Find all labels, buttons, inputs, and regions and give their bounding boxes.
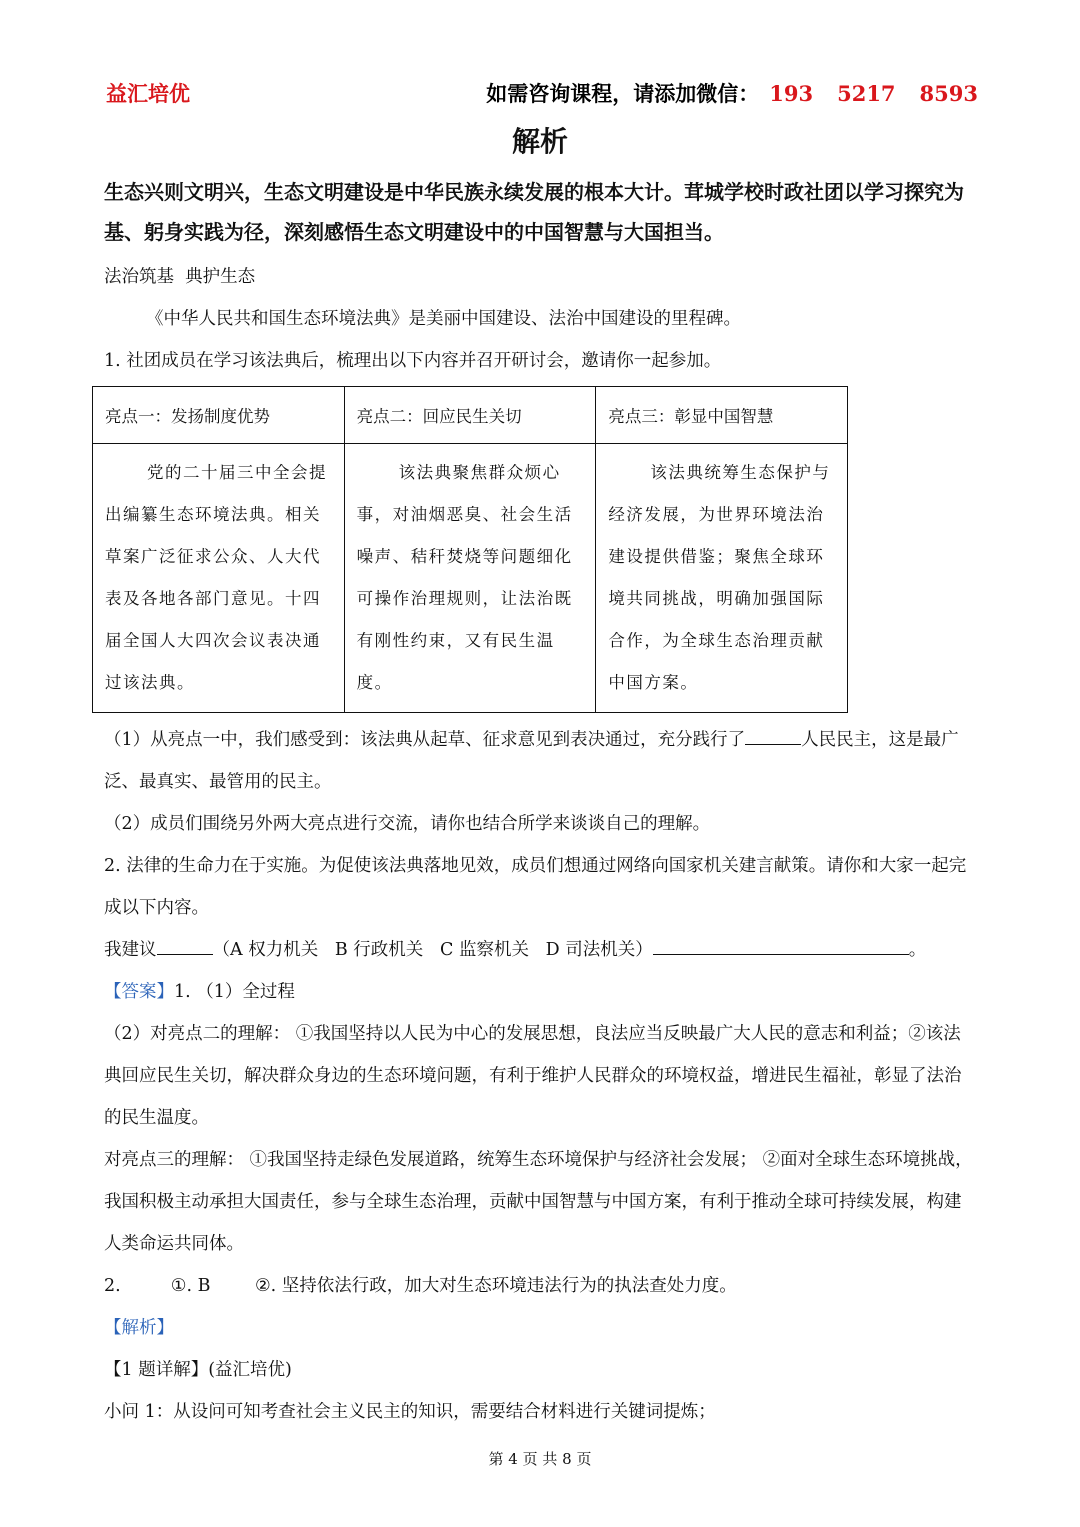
page-footer: 第 4 页 共 8 页	[488, 1450, 592, 1468]
document-body	[104, 172, 978, 1433]
table-header-cell: 亮点一：发扬制度优势	[93, 387, 345, 444]
contact-prompt: 如需咨询课程，请添加微信：	[486, 81, 760, 106]
wechat-number	[769, 81, 978, 106]
fill-options: （A 权力机关 B 行政机关 C 监察机关 D 司法机关）	[212, 940, 653, 960]
table-cell	[596, 444, 848, 713]
section-description: 《中华人民共和国生态环境法典》是美丽中国建设、法治中国建设的里程碑。	[146, 309, 741, 329]
question-1-intro: 1. 社团成员在学习该法典后，梳理出以下内容并召开研讨会，邀请你一起参加。	[104, 351, 722, 371]
question-text: （1）从亮点一中，我们感受到：该法典从起草、征求意见到表决通过，充分践行了	[104, 730, 746, 750]
answer-blank	[653, 936, 909, 955]
phone-part: 8593	[919, 81, 978, 106]
table-cell	[344, 444, 596, 713]
table-cell-text: 党的二十届三中全会提出编纂生态环境法典。相关草案广泛征求公众、人大代表及各地各部门意见。十四届全国人大四次会议表决通过该法典。	[105, 463, 327, 692]
table-header-cell: 亮点三：彰显中国智慧	[596, 387, 848, 444]
table-cell-text: 该法典统筹生态保护与经济发展，为世界环境法治建设提供借鉴；聚焦全球环境共同挑战，明确加强国际合作，为全球生态治理贡献中国方案。	[608, 463, 831, 692]
question-1-2: （2）成员们围绕另外两大亮点进行交流，请你也结合所学来谈谈自己的理解。	[104, 814, 711, 834]
section-heading: 法治筑基 典护生态	[104, 267, 256, 287]
question-text: 人民民主，这是最广泛、最真实、最管用的民主。	[104, 730, 959, 792]
question-2-fill	[104, 929, 978, 971]
contact-info	[486, 78, 978, 108]
answer-paragraph: （2）对亮点二的理解： ①我国坚持以人民为中心的发展思想，良法应当反映最广大人民的意志和利益；②该法典回应民生关切，解决群众身边的生态环境问题，有利于维护人民群众的环境权益，增进民生福祉，彰显了法治的民生温度。	[104, 1024, 962, 1128]
fill-end: 。	[908, 940, 927, 960]
phone-part: 5217	[837, 81, 896, 106]
phone-part: 193	[769, 81, 814, 106]
answer-line	[104, 971, 978, 1013]
analysis-subquestion: 小问 1：从设问可知考查社会主义民主的知识，需要结合材料进行关键词提炼；	[104, 1402, 716, 1422]
intro-paragraph: 生态兴则文明兴，生态文明建设是中华民族永续发展的根本大计。茸城学校时政社团以学习探究为基、躬身实践为径，深刻感悟生态文明建设中的中国智慧与大国担当。	[104, 180, 964, 244]
table-cell	[93, 444, 345, 713]
highlights-table	[92, 386, 848, 713]
answer-blank	[745, 726, 801, 745]
question-1-1	[104, 719, 978, 803]
page-title: 解析	[511, 125, 568, 158]
page-header	[106, 78, 978, 112]
question-2-intro: 2. 法律的生命力在于实施。为促使该法典落地见效，成员们想通过网络向国家机关建言献策。请你和大家一起完成以下内容。	[104, 856, 967, 918]
answer-paragraph: 对亮点三的理解： ①我国坚持走绿色发展道路，统筹生态环境保护与经济社会发展； ②面对全球生态环境挑战，我国积极主动承担大国责任，参与全球生态治理，贡献中国智慧与中国方案，有利于推动全球可持续发展，构建人类命运共同体。	[104, 1150, 973, 1254]
table-header-cell: 亮点二：回应民生关切	[344, 387, 596, 444]
analysis-tag: 【解析】	[104, 1318, 174, 1338]
answer-paragraph: 2. ①. B ②. 坚持依法行政，加大对生态环境违法行为的执法查处力度。	[104, 1276, 737, 1296]
brand-name: 益汇培优	[106, 81, 190, 106]
answer-blank	[157, 936, 213, 955]
table-cell-text: 该法典聚焦群众烦心事，对油烟恶臭、社会生活噪声、秸秆焚烧等问题细化可操作治理规则，让法治既有刚性约束，又有民生温度。	[356, 463, 573, 692]
answer-text: 1. （1）全过程	[174, 982, 295, 1002]
fill-label: 我建议	[104, 940, 157, 960]
analysis-heading: 【1 题详解】(益汇培优)	[104, 1360, 292, 1380]
answer-tag: 【答案】	[104, 982, 174, 1002]
